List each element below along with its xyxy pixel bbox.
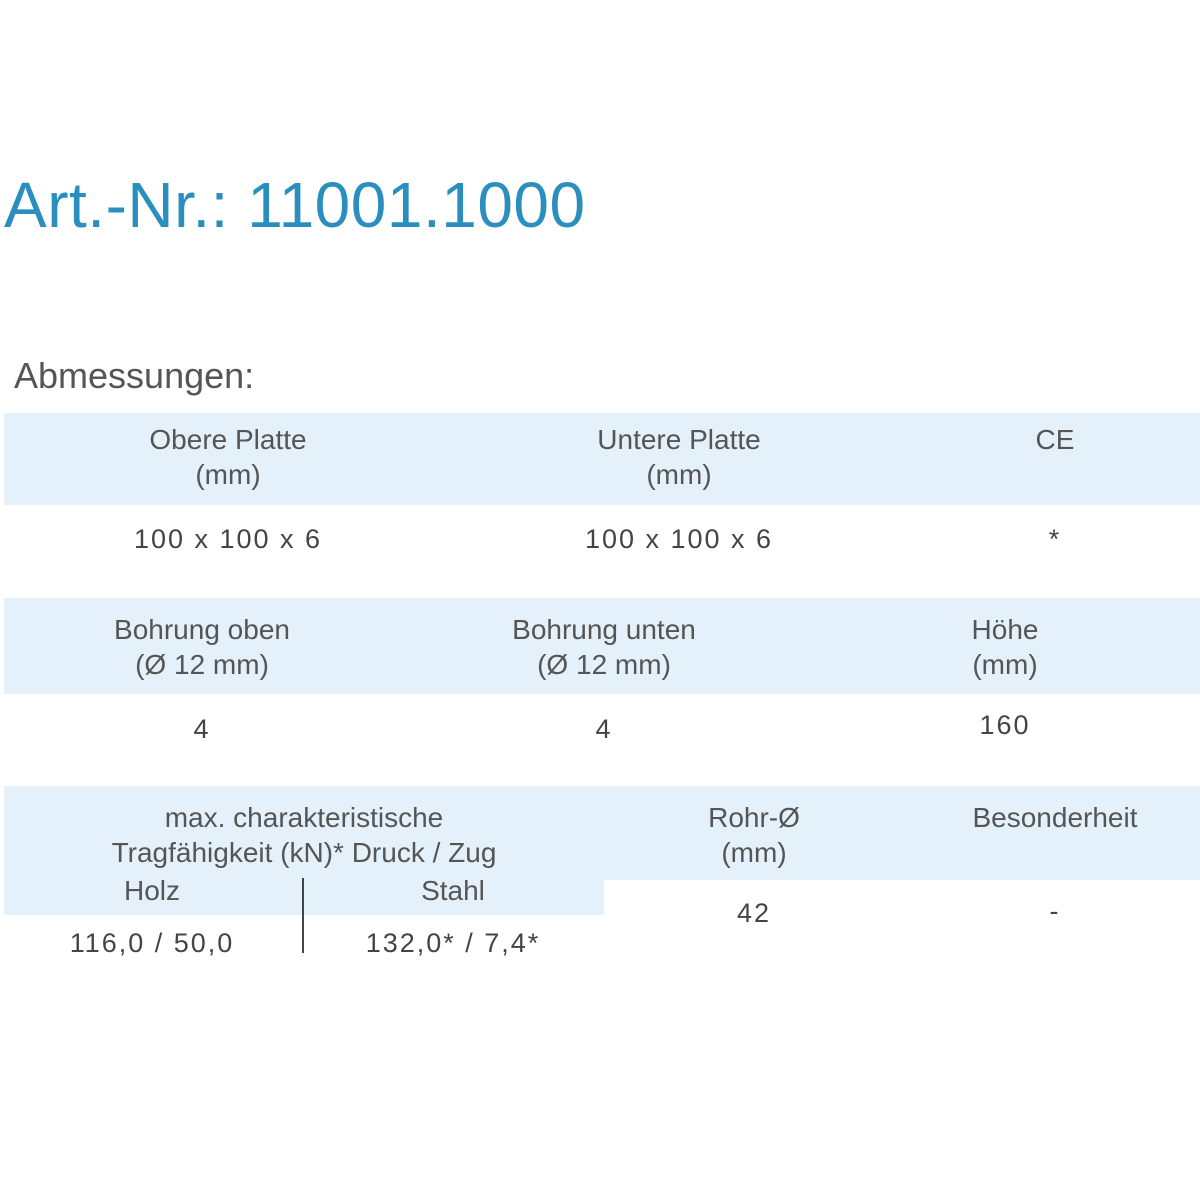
header-untere-platte bbox=[529, 422, 829, 492]
column-divider bbox=[302, 878, 304, 953]
header-bohrung-oben bbox=[52, 612, 352, 682]
header-rohr-durchmesser bbox=[654, 800, 854, 870]
header-unit: (mm) bbox=[646, 459, 712, 490]
header-obere-platte bbox=[78, 422, 378, 492]
header-line: Höhe bbox=[971, 614, 1039, 645]
value-ce: * bbox=[1048, 524, 1062, 554]
header-hoehe bbox=[905, 612, 1105, 682]
value-untere-platte: 100 x 100 x 6 bbox=[584, 524, 774, 554]
header-unit: (mm) bbox=[972, 649, 1038, 680]
header-line: Bohrung unten bbox=[512, 614, 696, 645]
header-unit: (mm) bbox=[721, 837, 787, 868]
section-label: Abmessungen: bbox=[14, 355, 255, 396]
header-line: CE bbox=[1035, 424, 1075, 455]
subheader-stahl: Stahl bbox=[421, 875, 485, 906]
value-bohrung-unten: 4 bbox=[595, 714, 613, 744]
value-hoehe: 160 bbox=[979, 710, 1031, 740]
header-unit: (mm) bbox=[195, 459, 261, 490]
header-line: Tragfähigkeit (kN)* Druck / Zug bbox=[111, 837, 497, 868]
value-bohrung-oben: 4 bbox=[193, 714, 211, 744]
value-holz: 116,0 / 50,0 bbox=[69, 928, 235, 958]
header-line: max. charakteristische bbox=[164, 802, 444, 833]
header-line: Bohrung oben bbox=[114, 614, 290, 645]
header-line: Obere Platte bbox=[149, 424, 307, 455]
header-besonderheit bbox=[935, 800, 1175, 835]
header-unit: (Ø 12 mm) bbox=[537, 649, 671, 680]
header-unit: (Ø 12 mm) bbox=[135, 649, 269, 680]
header-line: Besonderheit bbox=[972, 802, 1138, 833]
header-line: Rohr-Ø bbox=[708, 802, 800, 833]
header-tragfaehigkeit bbox=[4, 800, 604, 870]
subheader-holz: Holz bbox=[123, 875, 180, 906]
value-rohr-durchmesser: 42 bbox=[736, 898, 772, 928]
value-besonderheit: - bbox=[1049, 896, 1061, 926]
value-obere-platte: 100 x 100 x 6 bbox=[133, 524, 323, 554]
article-number-title: Art.-Nr.: 11001.1000 bbox=[4, 169, 586, 241]
header-ce bbox=[955, 422, 1155, 457]
value-stahl: 132,0* / 7,4* bbox=[365, 928, 541, 958]
header-line: Untere Platte bbox=[597, 424, 761, 455]
header-bohrung-unten bbox=[454, 612, 754, 682]
